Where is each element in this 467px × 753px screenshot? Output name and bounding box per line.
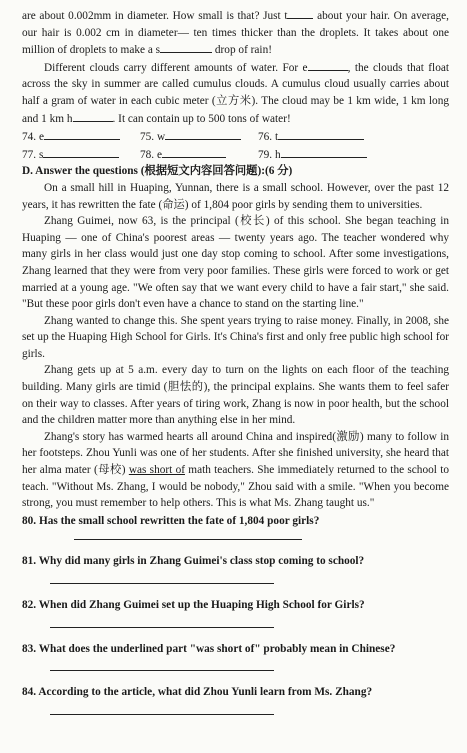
cloze-text: . It can contain up to 500 tons of water! [112,112,291,125]
cloze-text: are about 0.002mm in diameter. How small is that? Just t [22,10,288,22]
answer-line[interactable] [162,146,226,158]
blank-77 [308,59,348,71]
answer-grid [22,128,449,163]
answer-line-83[interactable] [50,669,274,671]
blank-78 [73,110,113,122]
passage-paragraph-3: Zhang wanted to change this. She spent years trying to raise money. Finally, in 2008, she set up the Huaping High School for Girls. It's China's first and only free public high school for girls. [22,314,450,360]
cloze-text: about your hair. On average, our hair is 0.002 cm in diameter— ten times thicker than the droplets. It takes about one million of droplets to make a s [22,10,449,57]
question-80: 80. Has the small school rewritten the fate of 1,804 poor girls? [22,514,320,527]
answer-74: 74. e [22,128,140,146]
answer-75: 75. w [140,128,258,146]
blank-75 [287,7,313,19]
blank-76 [160,41,212,53]
answer-line[interactable] [278,128,364,140]
answer-line[interactable] [44,128,120,140]
question-83: 83. What does the underlined part "was short of" probably mean in Chinese? [22,642,396,655]
answer-79: 79. h [258,146,408,164]
question-81: 81. Why did many girls in Zhang Guimei's class stop coming to school? [22,555,365,568]
passage-paragraph-5: Zhang's story has warmed hearts all around China and inspired(激励) many to follow in her footsteps. Zhou Yunli was one of her students. After she finished university, she heard that her alma mater (母校) was short of math teachers. She immediately returned to the school to teach. "Without Ms. Zhang, I would be nobody," Zhou said with a smile. "When you become strong, you must remember to help others. This is what Ms. Zhang taught us." [22,430,449,510]
underlined-phrase: was short of [128,464,185,477]
answer-line[interactable] [281,146,367,158]
passage-paragraph-1: On a small hill in Huaping, Yunnan, there is a small school. However, over the past 12 years, it has rewritten the fate (命运) of 1,804 poor girls by sending them to universities. [22,181,449,211]
cloze-paragraph-2 [22,59,449,127]
answer-line-82[interactable] [50,626,274,628]
question-84: 84. According to the article, what did Zhou Yunli learn from Ms. Zhang? [22,686,373,699]
cloze-text: drop of rain! [212,44,272,57]
cloze-text: Different clouds carry different amounts of water. For e [44,61,308,74]
answer-78: 78. e [140,146,258,164]
cloze-text: , the clouds that float across the sky in summer are called cumulus clouds. A cumulus cloud usually carries about half a gram of water in each cubic meter (立方米). The cloud may be 1 km wide, 1 km long and 1 km h [22,61,449,125]
answer-77: 77. s [22,146,140,164]
answer-line-80[interactable] [74,538,302,540]
answer-line-81[interactable] [50,582,274,584]
answer-line-84[interactable] [50,713,274,715]
answer-line[interactable] [43,146,119,158]
answer-76: 76. t [258,128,408,146]
question-82: 82. When did Zhang Guimei set up the Huaping High School for Girls? [22,599,365,611]
passage-paragraph-4: Zhang gets up at 5 a.m. every day to turn on the lights on each floor of the teaching building. Many girls are timid (胆怯的), the principal explains. She wants them to feel safer on their way to classes. After years of tiring work, Zhang is now in poor health, but the school and the children matter more than anything else in her mind. [22,364,449,427]
section-d-heading: D. Answer the questions (根据短文内容回答问题):(6 分) [22,165,293,178]
cloze-paragraph-1 [22,7,449,59]
passage-paragraph-2: Zhang Guimei, now 63, is the principal (校长) of this school. She began teaching in Huaping — one of China's poorest areas — twenty years ago. The teacher wondered why many girls in her class would just one day stop coming to school. After some investigations, Zhang learned that they were from very poor families. These girls were forced to work or get married at a young age. "We often say that we want every child to have a fair start," she said. "But these poor girls don't even have a chance to stand on the starting line." [22,215,449,311]
answer-line[interactable] [165,128,241,140]
